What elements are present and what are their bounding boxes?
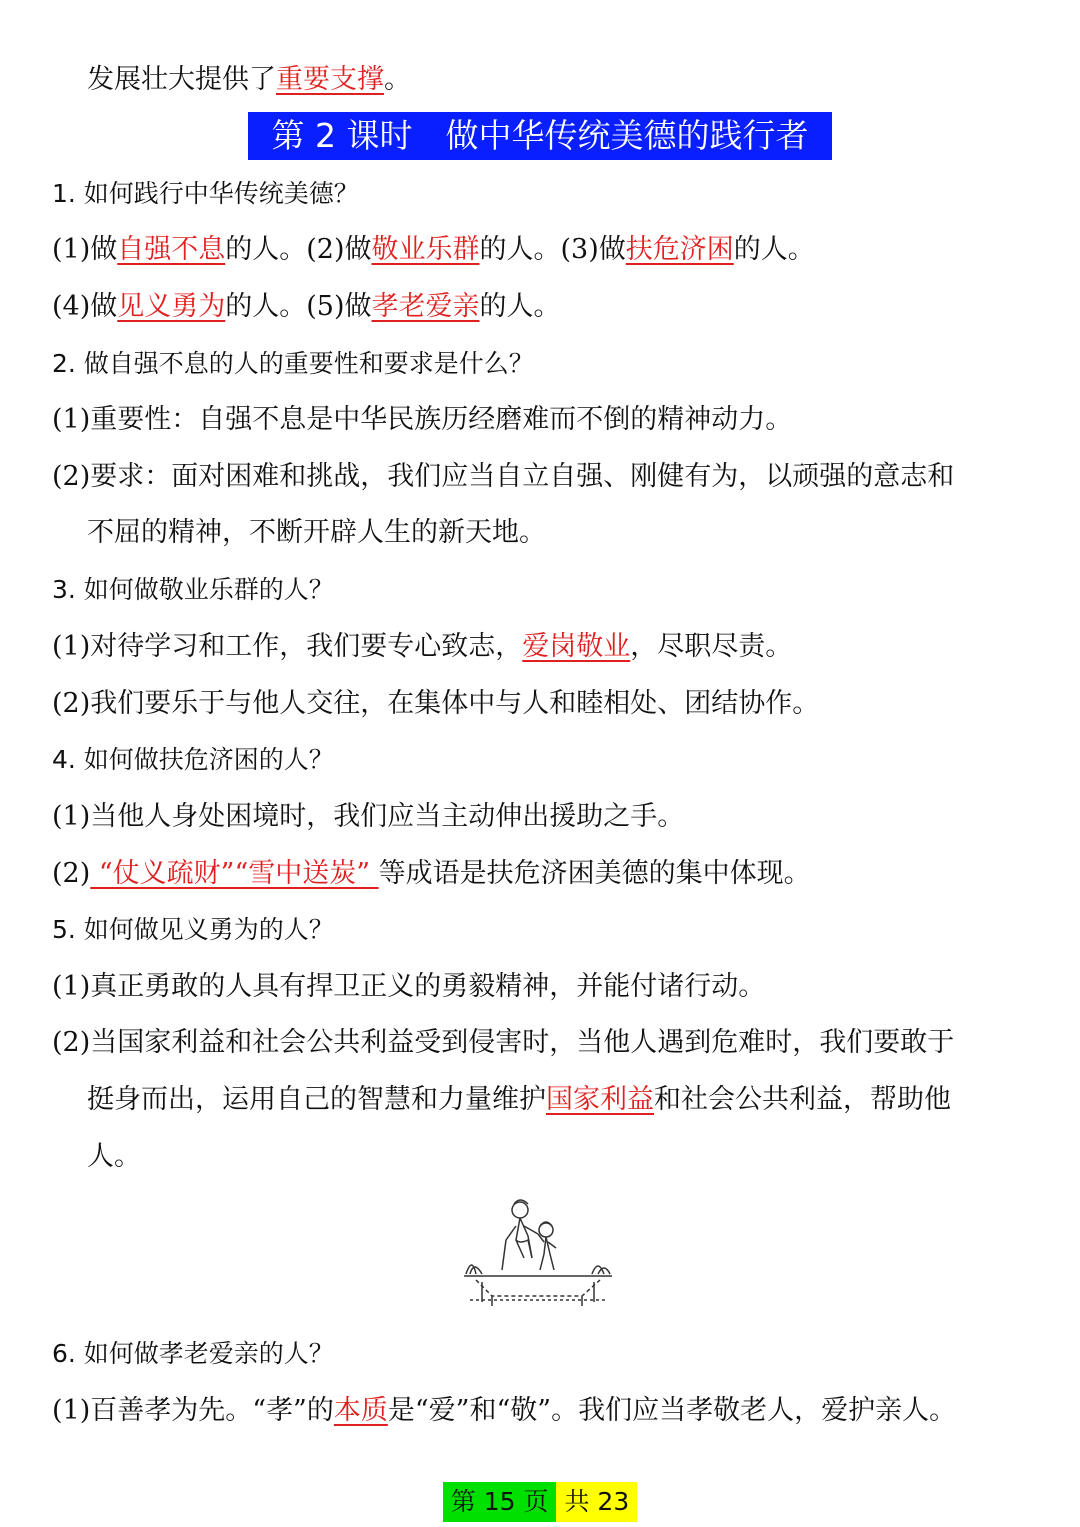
keyword: 自强不息 <box>117 234 226 265</box>
answer-line: (2)我们要乐于与他人交往，在集体中与人和睦相处、团结协作。 <box>52 688 820 719</box>
illustration-elder-and-child-icon <box>462 1196 614 1314</box>
text: 是“爱”和“敬”。我们应当孝敬老人，爱护亲人。 <box>387 1395 957 1426</box>
text: (1)对待学习和工作，我们要专心致志， <box>52 631 523 662</box>
question-4: 4. 如何做扶危济困的人？ <box>52 745 334 774</box>
text: (2) <box>52 858 91 889</box>
text: 的人。(2)做 <box>225 234 372 265</box>
answer-line: (1)重要性：自强不息是中华民族历经磨难而不倒的精神动力。 <box>52 404 793 435</box>
question-5: 5. 如何做见义勇为的人？ <box>52 915 334 944</box>
answer-line: (1)当他人身处困境时，我们应当主动伸出援助之手。 <box>52 801 685 832</box>
page-footer <box>0 1482 1080 1522</box>
text: (1)百善孝为先。“孝”的 <box>52 1395 334 1426</box>
text: ，尽职尽责。 <box>630 631 793 662</box>
section-title: 第 2 课时 做中华传统美德的践行者 <box>248 112 832 160</box>
keyword: 见义勇为 <box>117 291 226 322</box>
text: 的人。 <box>479 291 561 322</box>
text: (4)做 <box>52 291 118 322</box>
answer-line <box>52 856 811 892</box>
text: 的人。 <box>733 234 815 265</box>
text: 的人。(5)做 <box>225 291 372 322</box>
page-number: 第 15 页 <box>443 1482 557 1522</box>
text: (1)做 <box>52 234 118 265</box>
question-6: 6. 如何做孝老爱亲的人？ <box>52 1339 334 1368</box>
answer-line: (1)真正勇敢的人具有捍卫正义的勇毅精神，并能付诸行动。 <box>52 971 766 1002</box>
text-line <box>87 62 411 98</box>
text: 挺身而出，运用自己的智慧和力量维护 <box>87 1084 546 1115</box>
text: 等成语是扶危济困美德的集中体现。 <box>378 858 811 889</box>
answer-line: (2)要求：面对困难和挑战，我们应当自立自强、刚健有为，以顽强的意志和 <box>52 461 955 492</box>
answer-line: 人。 <box>87 1141 141 1172</box>
answer-line <box>52 289 561 325</box>
text: 的人。(3)做 <box>479 234 626 265</box>
keyword: 本质 <box>333 1395 388 1426</box>
answer-line <box>52 1393 956 1429</box>
keyword: 敬业乐群 <box>371 234 480 265</box>
keyword: “仗义疏财”“雪中送炭” <box>90 858 379 889</box>
question-3: 3. 如何做敬业乐群的人？ <box>52 575 334 604</box>
question-1: 1. 如何践行中华传统美德？ <box>52 179 359 208</box>
answer-line <box>52 232 815 268</box>
text: 和社会公共利益，帮助他 <box>654 1084 951 1115</box>
keyword: 孝老爱亲 <box>371 291 480 322</box>
answer-line: 不屈的精神，不断开辟人生的新天地。 <box>87 517 546 548</box>
keyword: 爱岗敬业 <box>522 631 631 662</box>
answer-line <box>87 1082 951 1118</box>
answer-line: (2)当国家利益和社会公共利益受到侵害时，当他人遇到危难时，我们要敢于 <box>52 1027 955 1058</box>
answer-line <box>52 629 792 665</box>
question-2: 2. 做自强不息的人的重要性和要求是什么？ <box>52 349 534 378</box>
page-total: 共 23 <box>556 1482 637 1522</box>
keyword: 重要支撑 <box>276 64 384 95</box>
keyword: 扶危济困 <box>625 234 734 265</box>
text: 发展壮大提供了 <box>87 64 276 95</box>
text: 。 <box>384 64 411 95</box>
keyword: 国家利益 <box>546 1084 654 1115</box>
